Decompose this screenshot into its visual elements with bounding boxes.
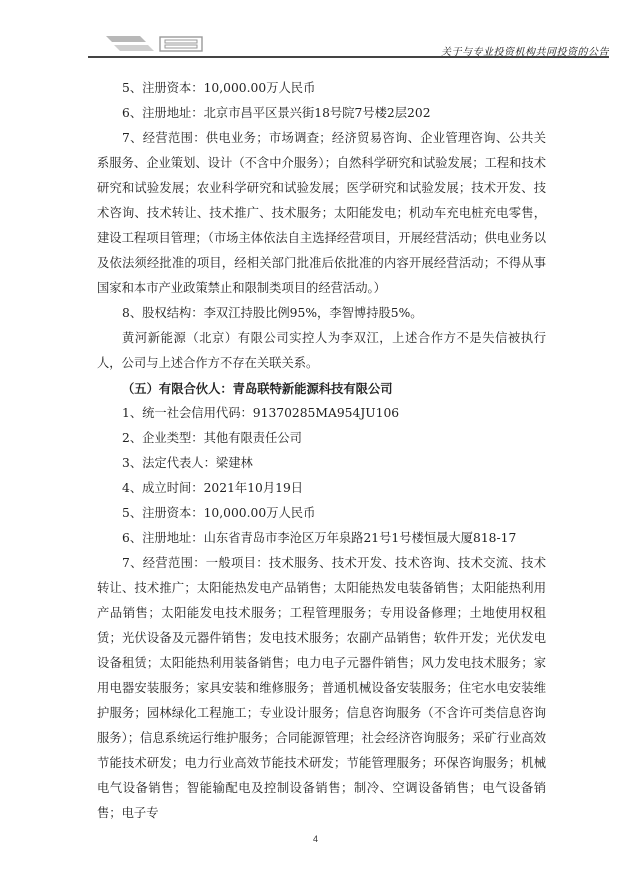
header-title: 关于与专业投资机构共同投资的公告 [441, 47, 609, 58]
business-scope: 7、经营范围：供电业务；市场调查；经济贸易咨询、企业管理咨询、公共关系服务、企业策划、设计（不含中介服务）；自然科学研究和试验发展；工程和技术研究和试验发展；农业科学研究和试验发展；医学研究和试验发展；技术开发、技术咨询、技术转让、技术推广、技术服务；太阳能发电；机动车充电桩充电零售，建设工程项目管理；（市场主体依法自主选择经营项目，开展经营活动；供电业务以及依法须经批准的项目，经相关部门批准后依批准的内容开展经营活动；不得从事国家和本市产业政策禁止和限制类项目的经营活动。） [97, 131, 546, 295]
section-heading: （五）有限合伙人：青岛联特新能源科技有限公司 [122, 381, 393, 396]
legal-representative: 3、法定代表人：梁建林 [122, 456, 253, 470]
registered-address: 6、注册地址：北京市昌平区景兴街18号院7号楼2层202 [122, 106, 431, 120]
company-type: 2、企业类型：其他有限责任公司 [122, 431, 302, 445]
header-divider [88, 56, 609, 58]
registered-capital: 5、注册资本：10,000.00万人民币 [122, 81, 316, 95]
company-logo-icon [106, 34, 206, 54]
registered-capital-2: 5、注册资本：10,000.00万人民币 [122, 506, 316, 520]
controller-statement: 黄河新能源（北京）有限公司实控人为李双江，上述合作方不是失信被执行人，公司与上述合作方不存在关联关系。 [97, 331, 546, 370]
registered-address-2: 6、注册地址：山东省青岛市李沧区万年泉路21号1号楼恒晟大厦818-17 [122, 531, 517, 545]
credit-code: 1、统一社会信用代码：91370285MA954JU106 [122, 406, 400, 420]
document-body [97, 76, 546, 826]
business-scope-2: 7、经营范围：一般项目：技术服务、技术开发、技术咨询、技术交流、技术转让、技术推广；太阳能热发电产品销售；太阳能热发电装备销售；太阳能热利用产品销售；太阳能发电技术服务；工程管理服务；专用设备修理；土地使用权租赁；光伏设备及元器件销售；发电技术服务；农副产品销售；软件开发；光伏发电设备租赁；太阳能热利用装备销售；电力电子元器件销售；风力发电技术服务；家用电器安装服务；家具安装和维修服务；普通机械设备安装服务；住宅水电安装维护服务；园林绿化工程施工；专业设计服务；信息咨询服务（不含许可类信息咨询服务）；信息系统运行维护服务；合同能源管理；社会经济咨询服务；采矿行业高效节能技术研发；电力行业高效节能技术研发；节能管理服务；环保咨询服务；机械电气设备销售；智能输配电及控制设备销售；制冷、空调设备销售；电气设备销售；电子专 [97, 556, 546, 820]
page-number: 4 [312, 834, 318, 844]
establishment-date: 4、成立时间：2021年10月19日 [122, 481, 304, 495]
equity-structure: 8、股权结构：李双江持股比例95%，李智博持股5%。 [122, 306, 423, 320]
